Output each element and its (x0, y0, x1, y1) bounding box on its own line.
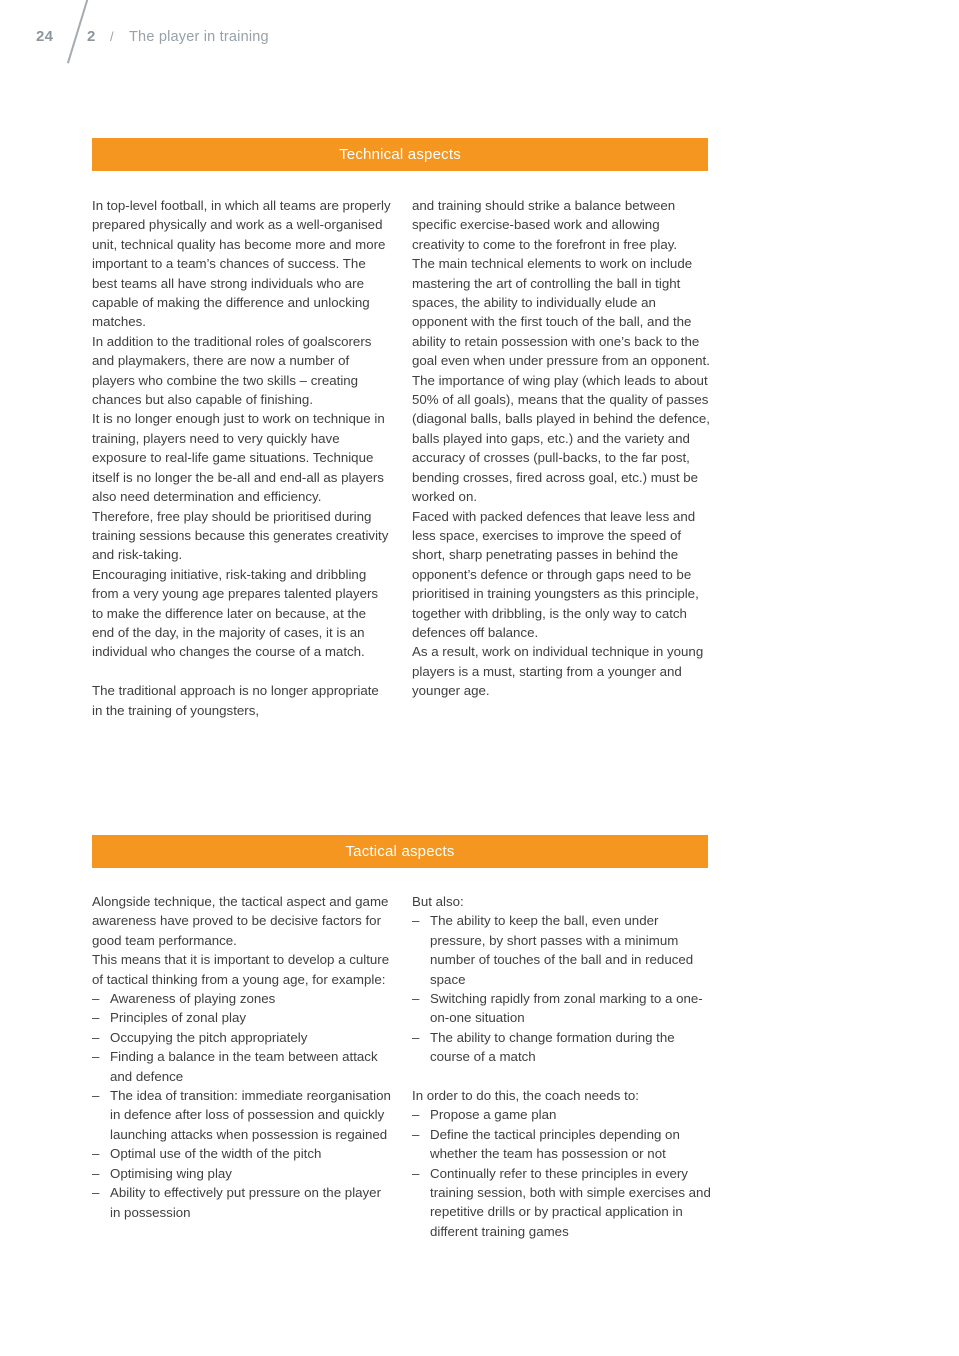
section-header-tactical (92, 835, 708, 868)
bullet-dash: – (412, 1029, 420, 1045)
page-number: 24 (36, 28, 54, 45)
list-item: – Switching rapidly from zonal marking to a one-on-one situation (412, 989, 711, 1028)
paragraph: The traditional approach is no longer appropriate in the training of youngsters, (92, 683, 379, 718)
bullet-dash: – (92, 1185, 100, 1201)
paragraph: and training should strike a balance between specific exercise-based work and allowing creativity to come to the forefront in free play. (412, 198, 678, 252)
running-header (0, 0, 959, 70)
paragraph: The main technical elements to work on include mastering the art of controlling the ball in tight spaces, the ability to individually elude an opponent with the first touch of the ball, and the ability to retain possession with one’s back to the goal even when under pressure from an opponent. (412, 256, 710, 369)
paragraph: Alongside technique, the tactical aspect and game awareness have proved to be decisive factors for good team performance. (92, 894, 389, 948)
list-item: – The ability to keep the ball, even under pressure, by short passes with a minimum number of touches of the ball and in reduced space (412, 911, 711, 989)
section-title: Technical aspects (339, 146, 461, 163)
bullet-dash: – (92, 1146, 100, 1162)
tactical-columns (92, 892, 712, 1241)
chapter-title: The player in training (129, 29, 269, 45)
bullet-dash: – (92, 1165, 100, 1181)
paragraph: In top-level football, in which all teams are properly prepared physically and work as a well-organised unit, technical quality has become more and more important to a team’s chances of success. The best teams all have strong individuals who are capable of making the difference and unlocking matches. (92, 198, 391, 330)
list-item: – Principles of zonal play (92, 1008, 391, 1027)
header-separator: / (110, 29, 114, 44)
bullet-dash: – (92, 1088, 100, 1104)
bullet-dash: – (92, 1010, 100, 1026)
list-item: – Optimal use of the width of the pitch (92, 1144, 391, 1163)
bullet-dash: – (92, 1049, 100, 1065)
section-title: Tactical aspects (345, 843, 455, 860)
bullet-dash: – (412, 913, 420, 929)
list-item: – The idea of transition: immediate reorganisation in defence after loss of possession and quickly launching attacks when possession is regained (92, 1086, 391, 1144)
paragraph: Therefore, free play should be prioritised during training sessions because this generates creativity and risk-taking. (92, 508, 389, 563)
list-item: – Ability to effectively put pressure on the player in possession (92, 1183, 391, 1222)
tactical-right-column (412, 892, 711, 1241)
paragraph: This means that it is important to develop a culture of tactical thinking from a young age, for example: (92, 952, 390, 987)
tactical-left-column (92, 892, 391, 1241)
list-item: – Optimising wing play (92, 1164, 391, 1183)
list-item: – Finding a balance in the team between attack and defence (92, 1047, 391, 1086)
bullet-dash: – (412, 991, 420, 1007)
paragraph: In order to do this, the coach needs to: (412, 1088, 639, 1104)
paragraph: It is no longer enough just to work on technique in training, players need to very quickly have exposure to real-life game situations. Technique itself is no longer the be-all and end-all as players also need determination and efficiency. (92, 411, 385, 505)
chapter-number: 2 (87, 28, 96, 45)
technical-columns (92, 196, 712, 720)
paragraph: But also: (412, 894, 464, 909)
technical-right-column (412, 196, 711, 720)
list-item: – Awareness of playing zones (92, 989, 391, 1008)
bullet-dash: – (92, 1029, 100, 1045)
bullet-dash: – (412, 1126, 420, 1142)
bullet-dash: – (412, 1107, 420, 1123)
list-item: – Define the tactical principles depending on whether the team has possession or not (412, 1125, 711, 1164)
technical-left-column (92, 196, 391, 720)
paragraph: As a result, work on individual technique in young players is a must, starting from a younger and younger age. (412, 644, 704, 699)
bullet-dash: – (92, 991, 100, 1007)
paragraph: The importance of wing play (which leads to about 50% of all goals), means that the quality of passes (diagonal balls, balls played in behind the defence, balls played into gaps, etc.) and the variety and accuracy of crosses (pull-backs, to the far post, bending crosses, fired across goal, etc.) must be worked on. (412, 372, 710, 505)
paragraph: In addition to the traditional roles of goalscorers and playmakers, there are now a number of players who combine the two skills – creating chances but also capable of finishing. (92, 333, 372, 408)
paragraph: Encouraging initiative, risk-taking and dribbling from a very young age prepares talented players to make the difference later on because, at the end of the day, in the majority of cases, it is an individual who changes the course of a match. (92, 566, 379, 660)
section-header-technical (92, 138, 708, 171)
paragraph: Faced with packed defences that leave less and less space, exercises to improve the speed of short, sharp penetrating passes in behind the opponent’s defence or through gaps need to be prioritised in training youngsters as this principle, together with dribbling, is the only way to catch defences off balance. (412, 508, 699, 640)
list-item: – The ability to change formation during the course of a match (412, 1028, 711, 1067)
list-item: – Propose a game plan (412, 1105, 711, 1124)
list-item: – Continually refer to these principles in every training session, both with simple exercises and repetitive drills or by practical application in different training games (412, 1164, 711, 1242)
bullet-dash: – (412, 1165, 420, 1181)
list-item: – Occupying the pitch appropriately (92, 1028, 391, 1047)
